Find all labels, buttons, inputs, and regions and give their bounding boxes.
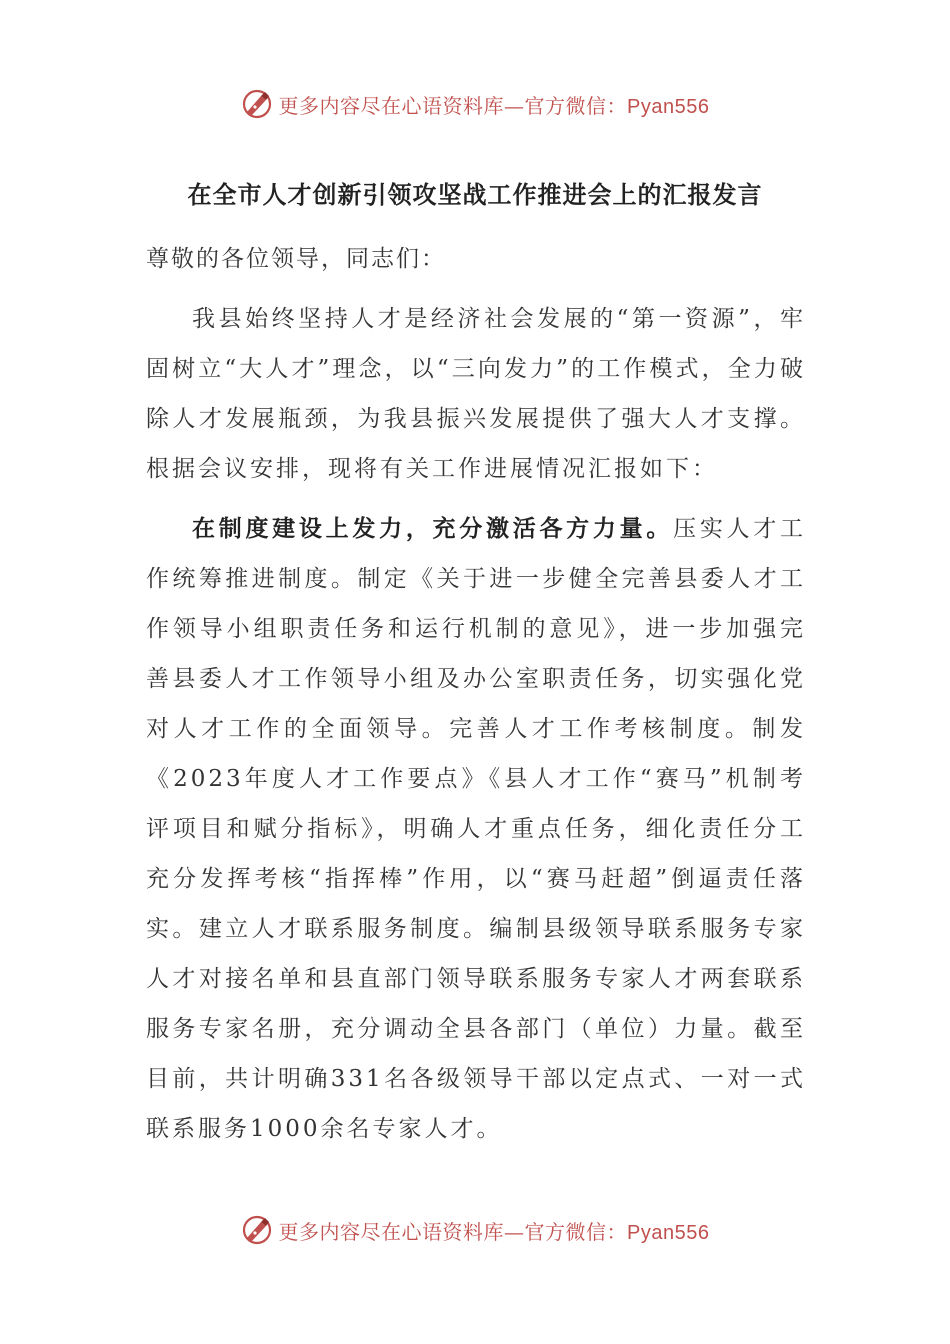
pen-nib-logo-icon — [241, 1214, 273, 1246]
section-1-body: 压实人才工作统筹推进制度。制定《关于进一步健全完善县委人才工作领导小组职责任务和运行机制的意见》，进一步加强完善县委人才工作领导小组及办公室职责任务，切实强化党对人才工作的全面领导。完善人才工作考核制度。制发《2023年度人才工作要点》《县人才工作“赛马”机制考评项目和赋分指标》，明确人才重点任务，细化责任分工充分发挥考核“指挥棒”作用，以“赛马赶超”倒逼责任落实。建立人才联系服务制度。编制县级领导联系服务专家人才对接名单和县直部门领导联系服务专家人才两套联系服务专家名册，充分调动全县各部门（单位）力量。截至目前，共计明确331名各级领导干部以定点式、一对一式联系服务1000余名专家人才。 — [146, 516, 807, 1142]
pen-nib-logo-icon — [241, 88, 273, 120]
section-1-heading: 在制度建设上发力，充分激活各方力量。 — [192, 515, 674, 542]
watermark-header — [0, 86, 950, 122]
watermark-wechat-id: Pyan556 — [627, 95, 710, 118]
watermark-text: 更多内容尽在心语资料库—官方微信：Pyan556 — [278, 1219, 710, 1244]
watermark-text: 更多内容尽在心语资料库—官方微信：Pyan556 — [278, 93, 710, 118]
document-title: 在全市人才创新引领攻坚战工作推进会上的汇报发言 — [187, 180, 763, 209]
watermark-wechat-id: Pyan556 — [627, 1221, 710, 1244]
salutation: 尊敬的各位领导，同志们： — [146, 246, 446, 272]
watermark-footer — [0, 1212, 950, 1248]
document-body — [146, 234, 806, 1154]
section-1-paragraph — [146, 504, 806, 1154]
intro-paragraph: 我县始终坚持人才是经济社会发展的“第一资源”，牢固树立“大人才”理念，以“三向发力”的工作模式，全力破除人才发展瓶颈，为我县振兴发展提供了强大人才支撑。根据会议安排，现将有关工作进展情况汇报如下： — [146, 306, 806, 482]
